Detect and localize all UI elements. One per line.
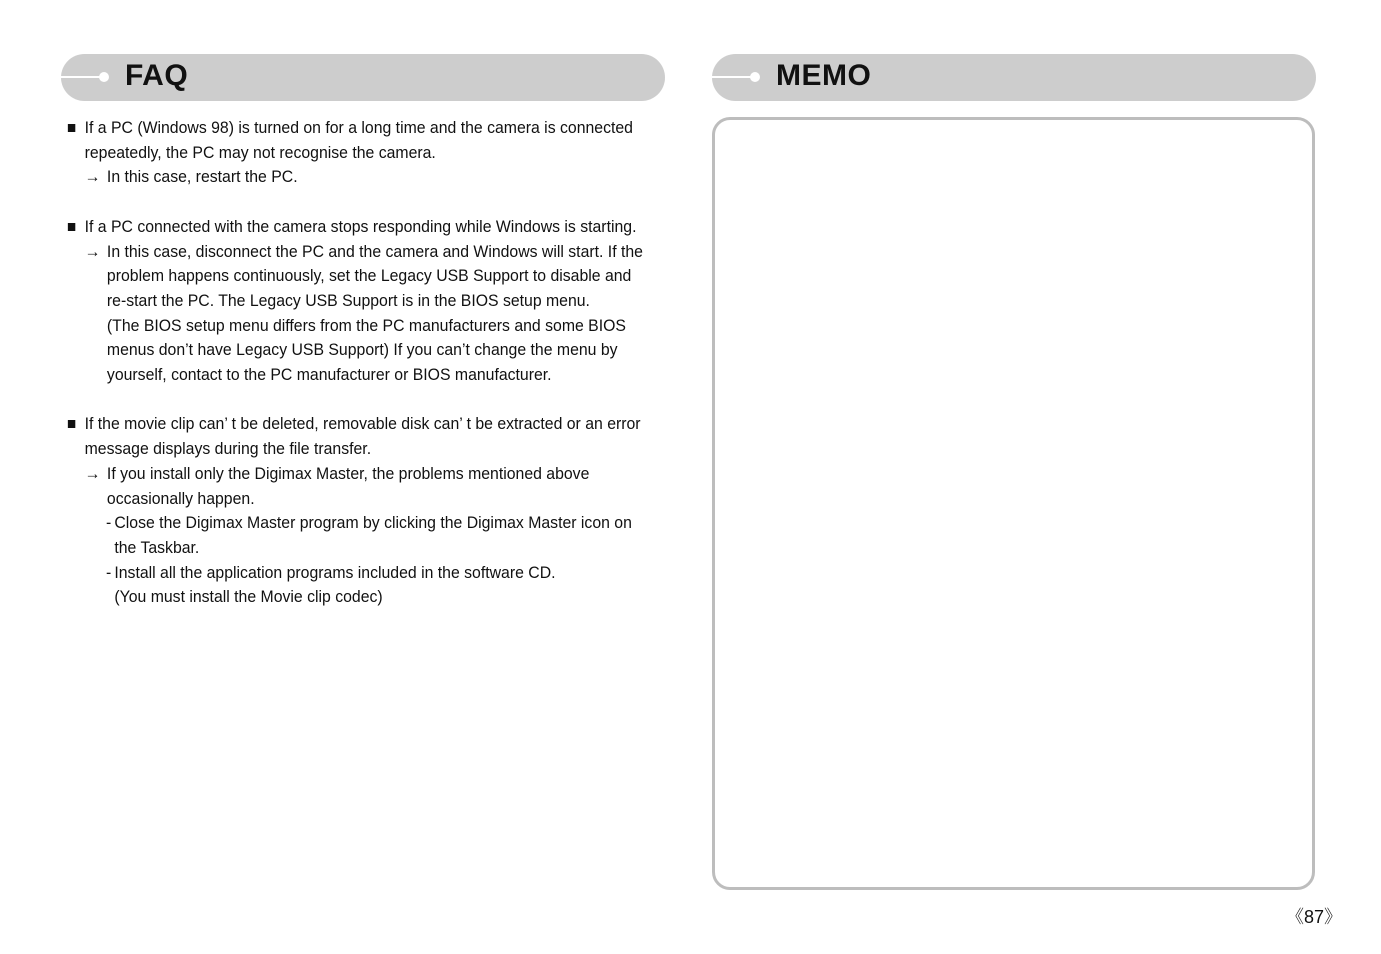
header-decor-dot xyxy=(750,72,760,82)
sub-point-text-line: the Taskbar. xyxy=(114,537,200,557)
faq-item xyxy=(66,116,633,190)
faq-question xyxy=(66,116,633,165)
right-arrow-icon: → xyxy=(84,167,101,187)
question-text-line: message displays during the file transfer. xyxy=(84,439,372,459)
memo-title: MEMO xyxy=(776,59,872,92)
header-decor-line xyxy=(61,76,103,78)
sub-point-text-line: (You must install the Movie clip codec) xyxy=(114,587,383,607)
dash-bullet: - xyxy=(105,513,112,533)
faq-section-header xyxy=(61,54,665,101)
faq-title: FAQ xyxy=(125,59,189,92)
answer-text-line: menus don’t have Legacy USB Support) If you can’t change the menu by xyxy=(106,340,618,360)
answer-text-line: (The BIOS setup menu differs from the PC manufacturers and some BIOS xyxy=(106,315,626,335)
dash-bullet: - xyxy=(105,562,112,582)
faq-answer xyxy=(66,462,624,511)
header-decor-dot xyxy=(99,72,109,82)
answer-text-line: occasionally happen. xyxy=(106,488,255,508)
faq-answer xyxy=(66,165,624,190)
faq-answer xyxy=(66,240,643,388)
answer-text-line: re-start the PC. The Legacy USB Support is in the BIOS setup menu. xyxy=(106,290,590,310)
faq-question xyxy=(66,412,641,461)
faq-sub-point xyxy=(66,511,632,560)
square-bullet-icon xyxy=(68,420,75,428)
question-text-line: If a PC connected with the camera stops responding while Windows is starting. xyxy=(84,216,637,236)
page-number: 《87》 xyxy=(1286,907,1343,927)
sub-point-text-line: Install all the application programs included in the software CD. xyxy=(114,562,556,582)
question-text-line: repeatedly, the PC may not recognise the camera. xyxy=(84,142,436,162)
question-text-line: If a PC (Windows 98) is turned on for a long time and the camera is connected xyxy=(84,118,633,137)
answer-text-line: problem happens continuously, set the Legacy USB Support to disable and xyxy=(106,266,632,286)
memo-notes-box xyxy=(712,117,1315,890)
faq-question xyxy=(66,215,637,240)
answer-text-line: In this case, restart the PC. xyxy=(106,167,298,187)
faq-list xyxy=(66,116,643,635)
right-arrow-icon: → xyxy=(84,241,101,261)
faq-sub-point xyxy=(66,561,624,610)
answer-text-line: yourself, contact to the PC manufacturer or BIOS manufacturer. xyxy=(106,365,552,385)
faq-item xyxy=(66,412,641,610)
header-decor-line xyxy=(712,76,754,78)
faq-item xyxy=(66,215,643,388)
sub-point-text-line: Close the Digimax Master program by clicking the Digimax Master icon on xyxy=(114,513,632,533)
memo-section-header xyxy=(712,54,1316,101)
right-arrow-icon: → xyxy=(84,463,101,483)
question-text-line: If the movie clip can’ t be deleted, removable disk can’ t be extracted or an error xyxy=(84,414,641,434)
square-bullet-icon xyxy=(68,223,75,231)
answer-text-line: If you install only the Digimax Master, the problems mentioned above xyxy=(106,463,590,483)
answer-text-line: In this case, disconnect the PC and the camera and Windows will start. If the xyxy=(106,241,643,261)
square-bullet-icon xyxy=(68,124,75,132)
